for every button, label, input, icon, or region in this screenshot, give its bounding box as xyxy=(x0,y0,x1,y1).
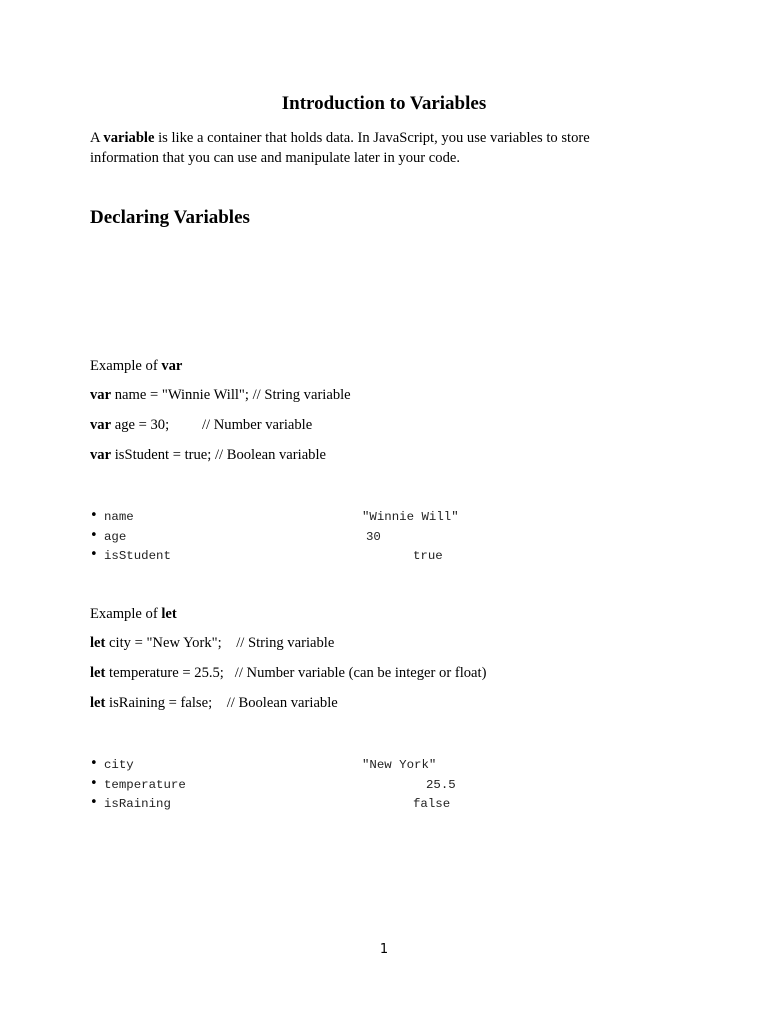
bullet-icon: • xyxy=(90,756,98,771)
bullet-icon: • xyxy=(90,528,98,543)
section-heading: Declaring Variables xyxy=(90,207,250,228)
bullet-var-value: true xyxy=(413,549,443,563)
document-title: Introduction to Variables xyxy=(281,93,487,114)
code-text: temperature = 25.5; // Number variable (can be integer or float) xyxy=(105,665,487,681)
code-keyword: var xyxy=(90,447,112,463)
var-code-line xyxy=(90,417,312,434)
bullet-var-name: isRaining xyxy=(104,797,171,811)
bullet-var-value: 25.5 xyxy=(426,778,456,792)
intro-bold-term: variable xyxy=(103,130,155,146)
var-example-heading xyxy=(90,358,182,375)
code-text: age = 30; // Number variable xyxy=(111,417,313,433)
intro-prefix: A xyxy=(90,130,104,146)
var-code-line xyxy=(90,447,326,464)
code-text: city = "New York"; // String variable xyxy=(105,635,335,651)
code-text: isStudent = true; // Boolean variable xyxy=(111,447,327,463)
bullet-var-value: false xyxy=(413,797,451,811)
code-text: name = "Winnie Will"; // String variable xyxy=(111,387,351,403)
bullet-var-value: "Winnie Will" xyxy=(362,510,459,524)
let-code-line xyxy=(90,695,338,712)
let-heading-keyword: let xyxy=(161,606,177,622)
var-heading-keyword: var xyxy=(161,358,183,374)
bullet-icon: • xyxy=(90,776,98,791)
bullet-var-name: name xyxy=(104,510,134,524)
var-code-line xyxy=(90,387,351,404)
intro-paragraph xyxy=(90,128,650,168)
bullet-var-name: isStudent xyxy=(104,549,171,563)
bullet-var-value: "New York" xyxy=(362,758,437,772)
intro-rest: is like a container that holds data. In JavaScript, you use variables to store information that you can use and manipulate later in your code. xyxy=(90,130,590,166)
bullet-var-name: age xyxy=(104,530,127,544)
bullet-icon: • xyxy=(90,508,98,523)
let-code-line xyxy=(90,665,486,682)
code-text: isRaining = false; // Boolean variable xyxy=(105,695,338,711)
code-keyword: let xyxy=(90,695,106,711)
bullet-var-value: 30 xyxy=(366,530,381,544)
bullet-icon: • xyxy=(90,547,98,562)
code-keyword: var xyxy=(90,387,112,403)
code-keyword: var xyxy=(90,417,112,433)
bullet-var-name: city xyxy=(104,758,134,772)
let-example-heading xyxy=(90,606,177,623)
page-number: 1 xyxy=(379,942,389,957)
var-heading-prefix: Example of xyxy=(90,358,162,374)
code-keyword: let xyxy=(90,635,106,651)
bullet-var-name: temperature xyxy=(104,778,186,792)
code-keyword: let xyxy=(90,665,106,681)
let-heading-prefix: Example of xyxy=(90,606,162,622)
let-code-line xyxy=(90,635,334,652)
bullet-icon: • xyxy=(90,795,98,810)
